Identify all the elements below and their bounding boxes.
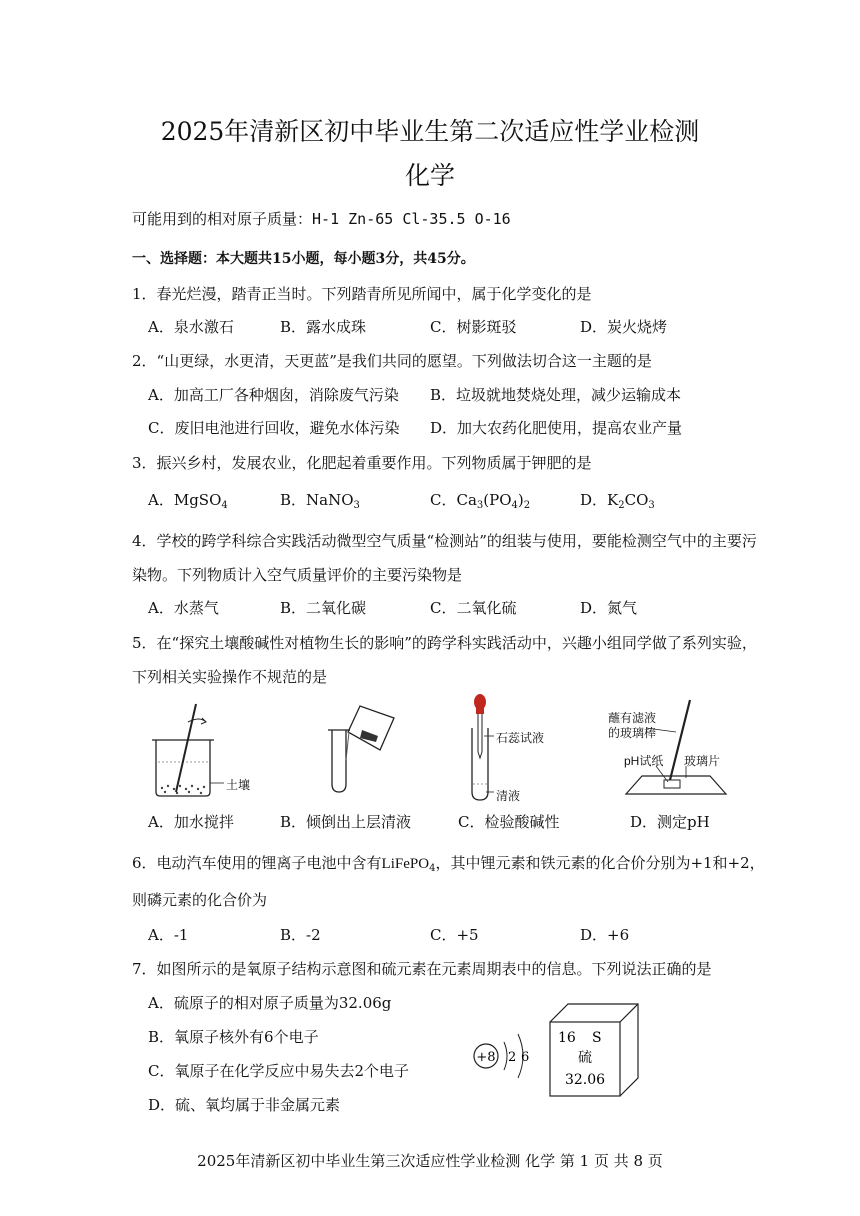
option-d: D．氮气 <box>580 599 638 617</box>
pouring-figure <box>322 700 402 800</box>
page-footer: 2025年清新区初中毕业生第三次适应性学业检测 化学 第 1 页 共 8 页 <box>197 1152 663 1170</box>
option-d: D．硫、氧均属于非金属元素 <box>148 1096 341 1114</box>
option-c: C．氧原子在化学反应中易失去2个电子 <box>148 1062 410 1080</box>
question-stem: 1．春光烂漫，踏青正当时。下列踏青所见所闻中，属于化学变化的是 <box>132 285 592 303</box>
option-b: B．-2 <box>280 926 321 944</box>
formula-lifepo4: LiFePO <box>381 856 430 872</box>
question-stem-cont: 染物。下列物质计入空气质量评价的主要污染物是 <box>132 566 463 584</box>
sulfur-element-card <box>546 1000 642 1100</box>
question-stem: 2．“山更绿，水更清，天更蓝”是我们共同的愿望。下列做法切合这一主题的是 <box>132 352 652 370</box>
oxygen-atom-diagram <box>470 1024 542 1088</box>
litmus-label: 石蕊试液 <box>496 731 545 745</box>
option-b: B．NaNO$_3$ <box>280 491 360 511</box>
clear-liquid-label: 清液 <box>496 789 521 803</box>
option-a: A．加水搅拌 <box>148 813 234 831</box>
option-c: C．+5 <box>430 926 479 944</box>
option-a: A．MgSO$_4$ <box>148 491 228 511</box>
option-a: A．硫原子的相对原子质量为32.06g <box>148 994 392 1012</box>
option-d: D．测定pH <box>630 813 710 831</box>
ph-paper-label: pH试纸 <box>624 754 664 768</box>
option-c: C．$Ca_3(PO_4)_2$ <box>430 491 531 511</box>
option-b: B．倾倒出上层清液 <box>280 813 412 831</box>
option-a: A．加高工厂各种烟囱，消除废气污染 <box>148 386 399 404</box>
option-b: B．氧原子核外有6个电子 <box>148 1028 319 1046</box>
atomic-mass-label: 可能用到的相对原子质量： <box>132 210 313 228</box>
soil-label: 土壤 <box>226 778 251 792</box>
element-name: 硫 <box>578 1050 592 1066</box>
option-b: B．露水成珠 <box>280 318 367 336</box>
atomic-number: 16 <box>558 1030 576 1046</box>
section-heading: 一、选择题：本大题共15小题，每小题3分，共45分。 <box>132 251 475 267</box>
option-a: A．-1 <box>148 926 189 944</box>
option-d: D．加大农药化肥使用，提高农业产量 <box>430 419 683 437</box>
question-stem: 7．如图所示的是氧原子结构示意图和硫元素在元素周期表中的信息。下列说法正确的是 <box>132 960 712 978</box>
option-c: C．检验酸碱性 <box>458 813 560 831</box>
option-a: A．泉水激石 <box>148 318 234 336</box>
subject-title: 化学 <box>404 161 455 190</box>
question-stem-cont: 则磷元素的化合价为 <box>132 891 268 909</box>
option-d: D．$K_2CO_3$ <box>580 491 655 511</box>
question-stem: 6．电动汽车使用的锂离子电池中含有LiFePO$_4$，其中锂元素和铁元素的化合价分别为+1和+2， <box>132 854 765 874</box>
question-stem: 5．在“探究土壤酸碱性对植物生长的影响”的跨学科实践活动中，兴趣小组同学做了系列实验， <box>132 634 757 652</box>
question-stem: 3．振兴乡村，发展农业，化肥起着重要作用。下列物质属于钾肥的是 <box>132 454 592 472</box>
rod-label-line2: 的玻璃棒 <box>608 726 657 740</box>
question-stem-cont: 下列相关实验操作不规范的是 <box>132 668 328 686</box>
option-c: C．二氧化硫 <box>430 599 517 617</box>
atomic-mass: 32.06 <box>564 1072 606 1088</box>
option-c: C．树影斑驳 <box>430 318 517 336</box>
rod-label-line1: 蘸有滤液 <box>608 711 657 725</box>
page-title: 2025年清新区初中毕业生第二次适应性学业检测 <box>160 117 700 146</box>
element-symbol: S <box>592 1030 602 1046</box>
option-d: D．+6 <box>580 926 630 944</box>
nucleus-charge: +8 <box>476 1050 496 1065</box>
question-stem: 4．学校的跨学科综合实践活动微型空气质量“检测站”的组装与使用，要能检测空气中的主要污 <box>132 532 757 550</box>
glass-slide-label: 玻璃片 <box>684 754 721 768</box>
option-b: B．垃圾就地焚烧处理，减少运输成本 <box>430 386 682 404</box>
option-a: A．水蒸气 <box>148 599 219 617</box>
option-d: D．炭火烧烤 <box>580 318 668 336</box>
option-c: C．废旧电池进行回收，避免水体污染 <box>148 419 400 437</box>
option-b: B．二氧化碳 <box>280 599 367 617</box>
shell-1-electrons: 2 <box>508 1050 517 1065</box>
shell-2-electrons: 6 <box>521 1050 530 1065</box>
atomic-mass-values: H-1 Zn-65 Cl-35.5 O-16 <box>312 210 511 228</box>
atomic-mass-line <box>132 208 511 229</box>
